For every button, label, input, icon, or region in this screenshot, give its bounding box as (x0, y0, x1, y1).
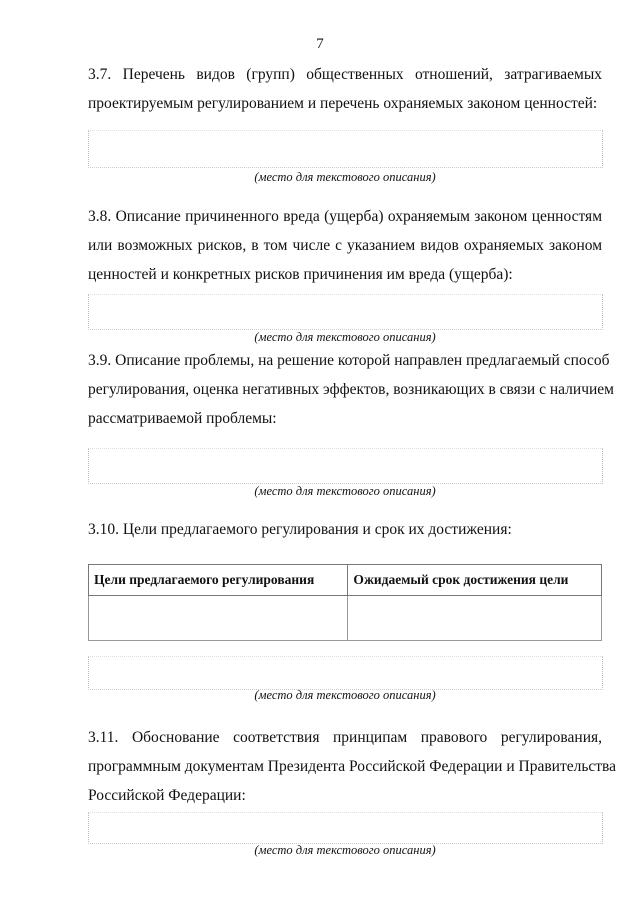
section-3-11-text (88, 723, 617, 810)
section-3-10-line: 3.10. Цели предлагаемого регулирования и срок их достижения: (88, 521, 512, 538)
goals-table (88, 564, 602, 641)
section-3-9-text-field[interactable] (88, 448, 603, 484)
page-number: 7 (316, 36, 324, 52)
section-3-10-text-field[interactable] (88, 656, 603, 690)
section-3-10-caption: (место для текстового описания) (254, 688, 436, 702)
goals-column-header: Цели предлагаемого регулирования (89, 565, 348, 596)
section-3-10-text (88, 515, 602, 544)
section-3-11-caption: (место для текстового описания) (254, 843, 436, 857)
section-3-8-text-field[interactable] (88, 294, 603, 330)
table-header-row (89, 565, 602, 596)
deadline-column-header: Ожидаемый срок достижения цели (348, 565, 602, 596)
section-3-11-line: 3.11. Обоснование соответствия принципам правового регулирования, (88, 729, 602, 746)
section-3-9-line: рассматриваемой проблемы: (88, 410, 277, 427)
section-3-8-line: ценностей и конкретных рисков причинения им вреда (ущерба): (88, 266, 513, 283)
section-3-8-caption: (место для текстового описания) (254, 330, 436, 344)
section-3-9-text (88, 346, 614, 433)
section-3-9-line: регулирования, оценка негативных эффектов, возникающих в связи с наличием (88, 381, 614, 398)
table-row (89, 596, 602, 641)
section-3-8-line: 3.8. Описание причиненного вреда (ущерба) охраняемым законом ценностям (88, 208, 602, 225)
section-3-8-line: или возможных рисков, в том числе с указанием видов охраняемых законом (88, 237, 602, 254)
goals-cell[interactable] (89, 596, 348, 641)
section-3-11-text-field[interactable] (88, 812, 603, 844)
section-3-7-line: 3.7. Перечень видов (групп) общественных отношений, затрагиваемых (88, 66, 602, 83)
section-3-7-text-field[interactable] (88, 130, 603, 168)
section-3-9-line: 3.9. Описание проблемы, на решение которой направлен предлагаемый способ (88, 352, 610, 369)
section-3-7-text (88, 60, 602, 118)
section-3-8-text (88, 202, 602, 289)
section-3-11-line: Российской Федерации: (88, 787, 246, 804)
section-3-11-line: программным документам Президента Российской Федерации и Правительства (88, 758, 617, 775)
section-3-9-caption: (место для текстового описания) (254, 484, 436, 498)
section-3-7-line: проектируемым регулированием и перечень охраняемых законом ценностей: (88, 95, 598, 112)
deadline-cell[interactable] (348, 596, 602, 641)
section-3-7-caption: (место для текстового описания) (254, 170, 436, 184)
